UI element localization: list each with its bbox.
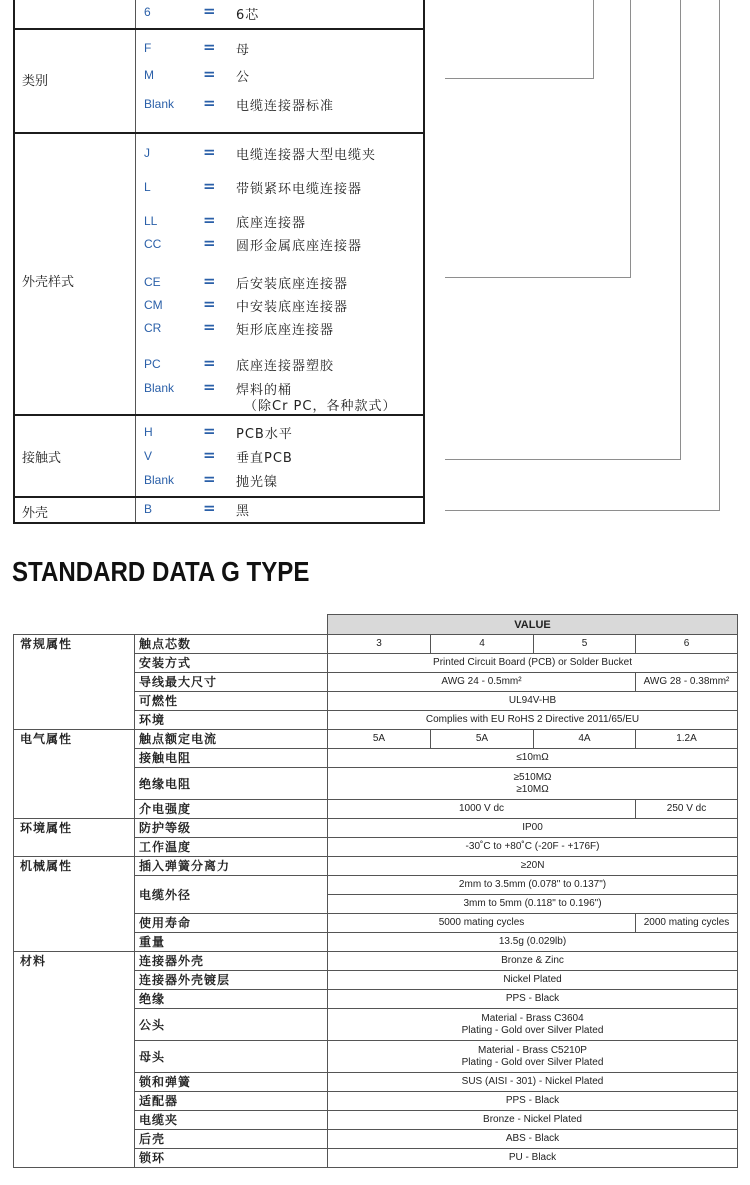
equals-sign: = <box>203 211 216 229</box>
code-description: 母 <box>236 43 251 58</box>
code-description: 带锁紧环电缆连接器 <box>236 182 363 197</box>
table-row <box>14 730 738 749</box>
value-cell: PPS - Black <box>328 990 738 1009</box>
row-divider <box>13 522 425 524</box>
code-label: Blank <box>144 381 175 395</box>
code-label: CM <box>144 298 163 312</box>
property-label: 导线最大尺寸 <box>135 673 328 692</box>
property-label: 触点芯数 <box>135 635 328 654</box>
property-label: 锁和弹簧 <box>135 1073 328 1092</box>
equals-sign: = <box>203 446 216 464</box>
value-line: Material - Brass C3604 <box>481 1012 584 1024</box>
value-cell: 250 V dc <box>636 800 738 819</box>
category-label: 接触式 <box>22 451 62 466</box>
property-label: 防护等级 <box>135 819 328 838</box>
value-cell: 1000 V dc <box>328 800 636 819</box>
equals-sign: = <box>203 94 216 112</box>
value-cell: 5 <box>534 635 636 654</box>
value-cell: UL94V-HB <box>328 692 738 711</box>
equals-sign: = <box>203 2 216 20</box>
code-label: LL <box>144 214 158 228</box>
code-label: CC <box>144 237 162 251</box>
code-label: F <box>144 41 152 55</box>
value-cell: 13.5g (0.029lb) <box>328 933 738 952</box>
code-label: V <box>144 449 153 463</box>
equals-sign: = <box>203 143 216 161</box>
equals-sign: = <box>203 499 216 517</box>
code-label: B <box>144 502 153 516</box>
code-label: L <box>144 180 151 194</box>
value-cell: 2000 mating cycles <box>636 914 738 933</box>
table-header-row <box>14 615 738 635</box>
table-row <box>14 819 738 838</box>
row-divider <box>13 132 425 134</box>
table-row <box>14 857 738 876</box>
guide-line <box>445 510 720 511</box>
row-divider <box>13 28 425 30</box>
value-cell <box>328 1009 738 1041</box>
equals-sign: = <box>203 272 216 290</box>
property-label: 可燃性 <box>135 692 328 711</box>
group-label-material: 材料 <box>14 952 135 1168</box>
property-label: 适配器 <box>135 1092 328 1111</box>
property-label: 连接器外壳 <box>135 952 328 971</box>
standard-data-table <box>13 614 738 1168</box>
value-cell: Complies with EU RoHS 2 Directive 2011/65/EU <box>328 711 738 730</box>
value-cell: -30˚C to +80˚C (-20F - +176F) <box>328 838 738 857</box>
group-label-electrical: 电气属性 <box>14 730 135 819</box>
equals-sign: = <box>203 295 216 313</box>
value-cell: Nickel Plated <box>328 971 738 990</box>
property-label: 接触电阻 <box>135 749 328 768</box>
property-label: 工作温度 <box>135 838 328 857</box>
equals-sign: = <box>203 65 216 83</box>
value-cell: PPS - Black <box>328 1092 738 1111</box>
value-cell: IP00 <box>328 819 738 838</box>
code-description: 底座连接器塑胶 <box>236 359 335 374</box>
property-label: 母头 <box>135 1041 328 1073</box>
property-label: 公头 <box>135 1009 328 1041</box>
value-cell: 5A <box>431 730 534 749</box>
code-description: 黑 <box>236 504 251 519</box>
group-label-environment: 环境属性 <box>14 819 135 857</box>
value-cell: ≥20N <box>328 857 738 876</box>
value-cell: 4A <box>534 730 636 749</box>
code-label: H <box>144 425 153 439</box>
value-cell: 2mm to 3.5mm (0.078" to 0.137") <box>328 876 738 895</box>
guide-line <box>445 459 681 460</box>
table-right-border <box>423 0 425 524</box>
property-label: 使用寿命 <box>135 914 328 933</box>
value-cell: 5000 mating cycles <box>328 914 636 933</box>
table-row <box>14 952 738 971</box>
category-label: 外壳 <box>22 506 49 521</box>
value-cell: 1.2A <box>636 730 738 749</box>
value-cell: 3 <box>328 635 431 654</box>
guide-line <box>680 0 681 460</box>
code-description: 公 <box>236 70 251 85</box>
value-cell: Bronze - Nickel Plated <box>328 1111 738 1130</box>
code-description: 后安装底座连接器 <box>236 277 349 292</box>
property-label: 环境 <box>135 711 328 730</box>
group-label-general: 常规属性 <box>14 635 135 730</box>
code-description: 抛光镍 <box>236 475 279 490</box>
value-header: VALUE <box>328 615 738 635</box>
value-cell <box>328 768 738 800</box>
table-left-border <box>13 0 15 524</box>
property-label: 电缆夹 <box>135 1111 328 1130</box>
code-label: CR <box>144 321 162 335</box>
equals-sign: = <box>203 38 216 56</box>
value-cell: AWG 28 - 0.38mm² <box>636 673 738 692</box>
code-label: Blank <box>144 473 175 487</box>
equals-sign: = <box>203 470 216 488</box>
code-description: 矩形底座连接器 <box>236 323 335 338</box>
value-cell: ≤10mΩ <box>328 749 738 768</box>
value-cell: Printed Circuit Board (PCB) or Solder Bucket <box>328 654 738 673</box>
value-cell: SUS (AISI - 301) - Nickel Plated <box>328 1073 738 1092</box>
code-description: 电缆连接器标准 <box>236 99 335 114</box>
value-line: ≥510MΩ <box>513 771 552 783</box>
property-label: 插入弹簧分离力 <box>135 857 328 876</box>
value-cell: AWG 24 - 0.5mm² <box>328 673 636 692</box>
value-cell: ABS - Black <box>328 1130 738 1149</box>
value-line: ≥10MΩ <box>516 783 549 795</box>
equals-sign: = <box>203 378 216 396</box>
property-label: 连接器外壳镀层 <box>135 971 328 990</box>
property-label: 锁环 <box>135 1149 328 1168</box>
value-cell: 5A <box>328 730 431 749</box>
category-label: 类别 <box>22 74 49 89</box>
code-description: 中安装底座连接器 <box>236 300 349 315</box>
code-description: 垂直PCB <box>236 451 293 466</box>
guide-line <box>445 78 594 79</box>
value-cell <box>328 1041 738 1073</box>
code-description: 6芯 <box>236 8 260 23</box>
value-cell: PU - Black <box>328 1149 738 1168</box>
equals-sign: = <box>203 354 216 372</box>
code-description: 底座连接器 <box>236 216 307 231</box>
category-label: 外壳样式 <box>22 275 75 290</box>
group-label-mechanical: 机械属性 <box>14 857 135 952</box>
property-label: 后壳 <box>135 1130 328 1149</box>
code-description: 焊料的桶 <box>236 383 293 398</box>
property-label: 触点额定电流 <box>135 730 328 749</box>
table-row <box>14 635 738 654</box>
property-label: 重量 <box>135 933 328 952</box>
value-cell: 4 <box>431 635 534 654</box>
code-label: 6 <box>144 5 151 19</box>
code-label: J <box>144 146 150 160</box>
section-title: STANDARD DATA G TYPE <box>12 556 310 587</box>
row-divider <box>13 414 425 416</box>
value-cell: 6 <box>636 635 738 654</box>
code-label: M <box>144 68 154 82</box>
property-label: 介电强度 <box>135 800 328 819</box>
code-label: PC <box>144 357 161 371</box>
header-blank <box>14 615 328 635</box>
value-cell: 3mm to 5mm (0.118" to 0.196") <box>328 895 738 914</box>
guide-line <box>445 277 631 278</box>
equals-sign: = <box>203 422 216 440</box>
code-label: CE <box>144 275 161 289</box>
value-line: Plating - Gold over Silver Plated <box>461 1056 604 1068</box>
equals-sign: = <box>203 177 216 195</box>
value-line: Plating - Gold over Silver Plated <box>461 1024 604 1036</box>
code-description-note: （除Cr PC，各种款式） <box>244 399 397 414</box>
equals-sign: = <box>203 318 216 336</box>
code-description: PCB水平 <box>236 427 293 442</box>
value-cell: Bronze & Zinc <box>328 952 738 971</box>
property-label: 安装方式 <box>135 654 328 673</box>
table-column-divider <box>135 0 136 524</box>
guide-line <box>630 0 631 278</box>
code-description: 电缆连接器大型电缆夹 <box>236 148 377 163</box>
code-label: Blank <box>144 97 175 111</box>
guide-line <box>719 0 720 511</box>
property-label: 电缆外径 <box>135 876 328 914</box>
guide-line <box>593 0 594 79</box>
row-divider <box>13 496 425 498</box>
equals-sign: = <box>203 234 216 252</box>
value-line: Material - Brass C5210P <box>478 1044 587 1056</box>
code-description: 圆形金属底座连接器 <box>236 239 363 254</box>
property-label: 绝缘电阻 <box>135 768 328 800</box>
property-label: 绝缘 <box>135 990 328 1009</box>
